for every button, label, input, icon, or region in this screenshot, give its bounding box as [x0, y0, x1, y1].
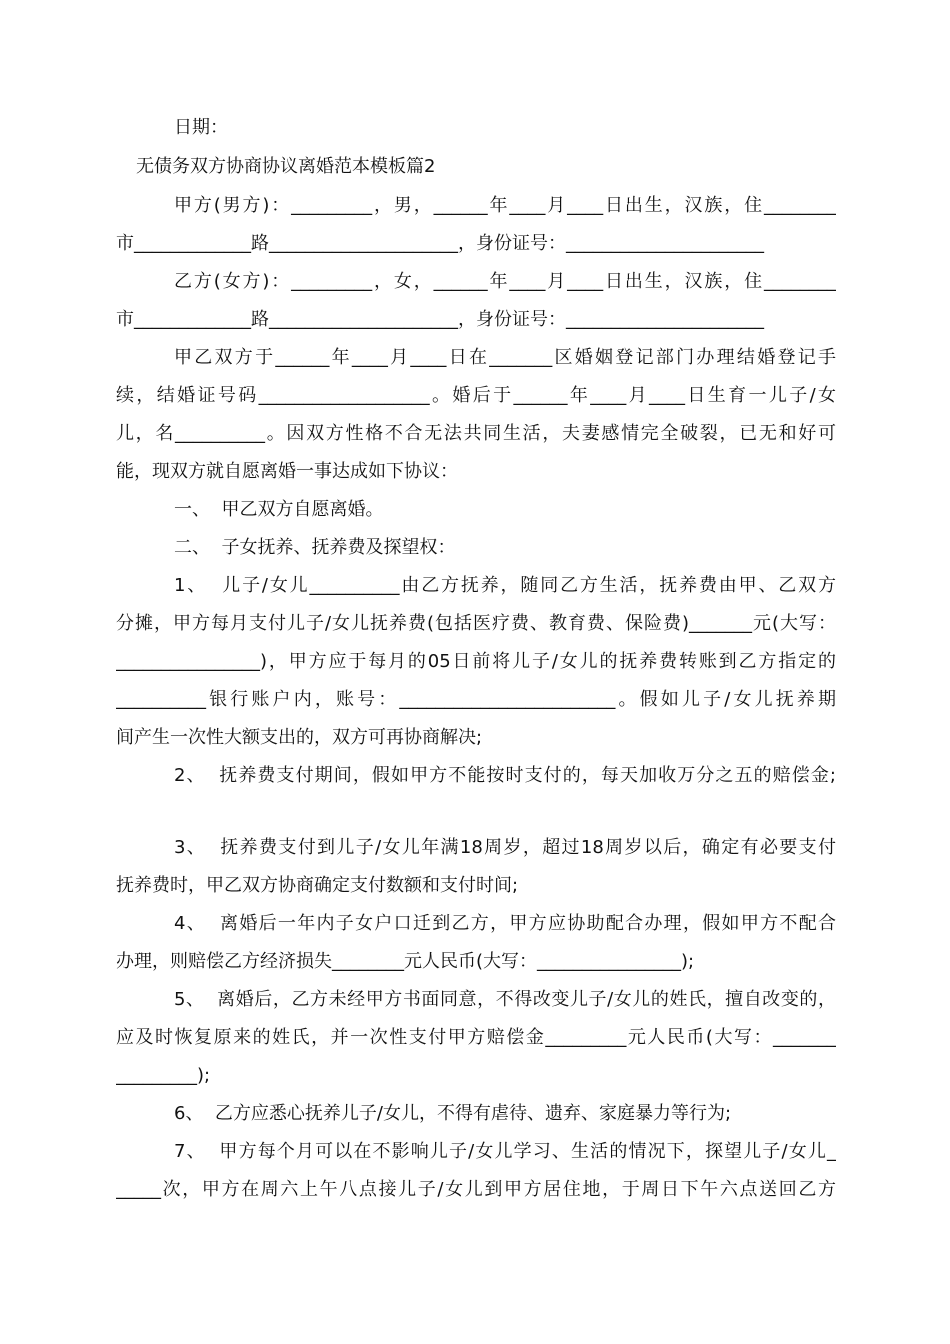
- document-line-item-1-3: ________________)，甲方应于每月的05日前将儿子/女儿的抚养费转账到乙方指定的: [116, 651, 836, 672]
- document-line-item-5-1: 5、 离婚后，乙方未经甲方书面同意，不得改变儿子/女儿的姓氏，擅自改变的，: [174, 989, 836, 1010]
- document-line-item-2-1: 2、 抚养费支付期间，假如甲方不能按时支付的，每天加收万分之五的赔偿金;: [174, 765, 836, 786]
- document-line-item-1-2: 分摊，甲方每月支付儿子/女儿抚养费(包括医疗费、教育费、保险费)_______元(大写：: [116, 613, 836, 634]
- document-line-party-a-2: 市_____________路_____________________，身份证号：______________________: [116, 233, 764, 254]
- document-line-party-a-1: 甲方(男方)：_________，男，______年____月____日出生，汉族，住________: [174, 195, 836, 216]
- document-line-marriage-2: 续，结婚证号码___________________。婚后于______年____月____日生育一儿子/女: [116, 385, 836, 406]
- document-line-item-7-2: _____次，甲方在周六上午八点接儿子/女儿到甲方居住地，于周日下午六点送回乙方: [116, 1179, 836, 1200]
- document-line-item-4-1: 4、 离婚后一年内子女户口迁到乙方，甲方应协助配合办理，假如甲方不配合: [174, 913, 836, 934]
- document-line-marriage-3: 儿，名__________。因双方性格不合无法共同生活，夫妻感情完全破裂，已无和好可: [116, 423, 836, 444]
- document-line-item-6-1: 6、 乙方应悉心抚养儿子/女儿，不得有虐待、遗弃、家庭暴力等行为;: [174, 1103, 732, 1124]
- document-line-item-3-2: 抚养费时，甲乙双方协商确定支付数额和支付时间;: [116, 875, 519, 896]
- document-line-clause-2: 二、 子女抚养、抚养费及探望权：: [174, 537, 456, 558]
- document-line-section-title: 无债务双方协商协议离婚范本模板篇2: [136, 156, 436, 177]
- document-line-marriage-1: 甲乙双方于______年____月____日在_______区婚姻登记部门办理结婚登记手: [174, 347, 836, 368]
- document-line-marriage-4: 能，现双方就自愿离婚一事达成如下协议：: [116, 461, 458, 482]
- document-line-party-b-1: 乙方(女方)：_________，女，______年____月____日出生，汉族，住________: [174, 271, 836, 292]
- document-line-item-7-1: 7、 甲方每个月可以在不影响儿子/女儿学习、生活的情况下，探望儿子/女儿_: [174, 1141, 836, 1162]
- document-line-item-4-2: 办理，则赔偿乙方经济损失________元人民币(大写：________________);: [116, 951, 695, 972]
- document-line-item-5-2: 应及时恢复原来的姓氏，并一次性支付甲方赔偿金_________元人民币(大写：_______: [116, 1027, 836, 1048]
- document-line-item-1-1: 1、 儿子/女儿__________由乙方抚养，随同乙方生活，抚养费由甲、乙双方: [174, 575, 836, 596]
- document-line-item-5-3: _________);: [116, 1065, 211, 1086]
- document-line-item-3-1: 3、 抚养费支付到儿子/女儿年满18周岁，超过18周岁以后，确定有必要支付: [174, 837, 836, 858]
- document-line-party-b-2: 市_____________路_____________________，身份证号：______________________: [116, 309, 764, 330]
- document-line-item-1-5: 间产生一次性大额支出的，双方可再协商解决;: [116, 727, 483, 748]
- document-line-item-1-4: __________银行账户内，账号：________________________。假如儿子/女儿抚养期: [116, 689, 836, 710]
- document-line-date-label: 日期：: [174, 117, 228, 138]
- document-line-clause-1: 一、 甲乙双方自愿离婚。: [174, 499, 384, 520]
